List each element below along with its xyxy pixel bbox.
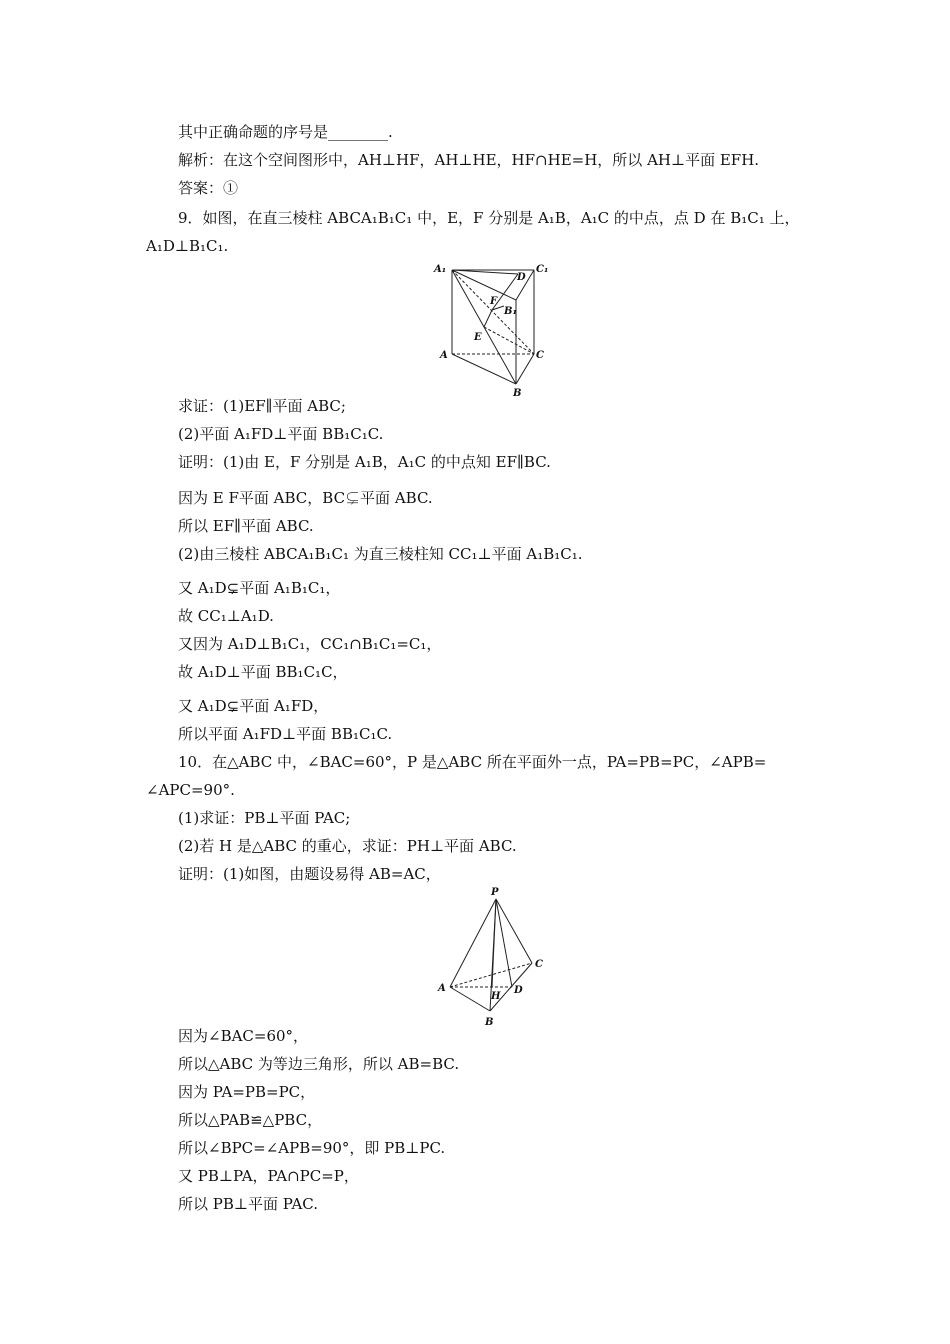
- text-line: 又 A₁D⊊平面 A₁B₁C₁，: [178, 579, 341, 597]
- label-a1: A₁: [434, 264, 447, 275]
- problem-10-line: 10．在△ABC 中，∠BAC=60°，P 是△ABC 所在平面外一点，PA=PB=PC，∠APB=: [178, 753, 767, 771]
- text-line: 又 A₁D⊊平面 A₁FD，: [178, 697, 329, 715]
- text-line: 证明：(1)如图，由题设易得 AB=AC，: [178, 865, 441, 883]
- prism-figure: [430, 258, 560, 400]
- label-h: H: [491, 991, 501, 1002]
- text-line: (1)求证：PB⊥平面 PAC;: [178, 809, 351, 827]
- text-line: 因为 PA=PB=PC，: [178, 1083, 316, 1101]
- text-line: 解析：在这个空间图形中，AH⊥HF，AH⊥HE，HF∩HE=H，所以 AH⊥平面 EFH.: [178, 151, 760, 169]
- text-line: 所以 EF∥平面 ABC.: [178, 517, 314, 535]
- label-a: A: [438, 983, 446, 994]
- text-line: 又 PB⊥PA，PA∩PC=P，: [178, 1167, 359, 1185]
- text-line: 求证：(1)EF∥平面 ABC;: [178, 397, 346, 415]
- label-a: A: [440, 350, 448, 361]
- text-line: (2)若 H 是△ABC 的重心，求证：PH⊥平面 ABC.: [178, 837, 517, 855]
- label-b1: B₁: [504, 306, 517, 317]
- pyramid-figure: [430, 885, 560, 1033]
- label-f: F: [490, 296, 498, 307]
- text-line: 所以∠BPC=∠APB=90°，即 PB⊥PC.: [178, 1139, 446, 1157]
- text-line: 又因为 A₁D⊥B₁C₁，CC₁∩B₁C₁=C₁，: [178, 635, 442, 653]
- text-line: 因为 E F平面 ABC，BC⊊平面 ABC.: [178, 489, 433, 507]
- text-line: (2)由三棱柱 ABCA₁B₁C₁ 为直三棱柱知 CC₁⊥平面 A₁B₁C₁.: [178, 545, 583, 563]
- text-line: 所以平面 A₁FD⊥平面 BB₁C₁C.: [178, 725, 393, 743]
- text-line: 故 CC₁⊥A₁D.: [178, 607, 274, 625]
- text-line: (2)平面 A₁FD⊥平面 BB₁C₁C.: [178, 425, 384, 443]
- text-line: 所以△ABC 为等边三角形，所以 AB=BC.: [178, 1055, 460, 1073]
- label-p: P: [491, 887, 499, 898]
- label-d: D: [514, 985, 523, 996]
- problem-9-line: A₁D⊥B₁C₁.: [146, 237, 229, 255]
- text-line: 其中正确命题的序号是________.: [178, 123, 393, 141]
- label-c: C: [536, 350, 544, 361]
- label-d: D: [517, 272, 526, 283]
- label-b: B: [513, 388, 522, 399]
- label-c1: C₁: [536, 264, 549, 275]
- text-line: 所以 PB⊥平面 PAC.: [178, 1195, 319, 1213]
- text-line: 故 A₁D⊥平面 BB₁C₁C，: [178, 663, 348, 681]
- label-b: B: [485, 1017, 494, 1028]
- text-line: 答案：①: [178, 179, 239, 197]
- text-line: 所以△PAB≌△PBC，: [178, 1111, 323, 1129]
- text-line: 证明：(1)由 E，F 分别是 A₁B，A₁C 的中点知 EF∥BC.: [178, 453, 551, 471]
- problem-9-line: 9．如图，在直三棱柱 ABCA₁B₁C₁ 中，E，F 分别是 A₁B，A₁C 的中点，点 D 在 B₁C₁ 上，: [178, 209, 800, 227]
- problem-10-line: ∠APC=90°.: [146, 781, 235, 799]
- text-line: 因为∠BAC=60°，: [178, 1027, 309, 1045]
- label-c: C: [535, 959, 543, 970]
- label-e: E: [474, 332, 482, 343]
